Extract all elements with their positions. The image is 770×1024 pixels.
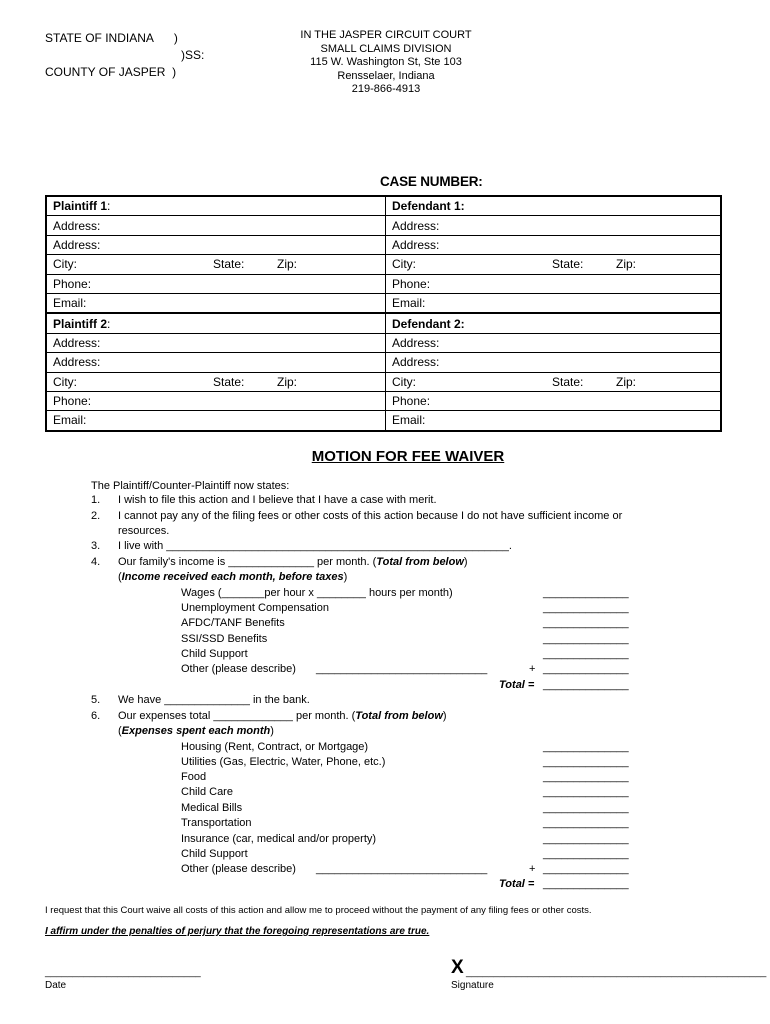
plaintiff-2-label: Plaintiff 2 xyxy=(53,316,108,331)
party-row xyxy=(46,313,721,333)
expense-utilities-blank[interactable]: ______________ xyxy=(543,756,629,768)
colon: : xyxy=(107,316,111,331)
state-label: State: xyxy=(213,374,245,389)
city-label: City: xyxy=(392,374,416,389)
expense-housing-blank[interactable]: ______________ xyxy=(543,741,629,753)
expense-housing: Housing (Rent, Contract, or Mortgage) xyxy=(181,741,369,753)
county-label: COUNTY OF JASPER xyxy=(45,65,166,79)
date-label: Date xyxy=(45,980,67,991)
income-afdc-blank[interactable]: ______________ xyxy=(543,617,629,629)
income-total-label: Total = xyxy=(499,679,535,691)
plaintiff-2-address-1[interactable]: Address: xyxy=(46,333,386,352)
plaintiff-2-field[interactable] xyxy=(46,313,386,333)
expense-other: Other (please describe) xyxy=(181,863,296,875)
expense-child-support: Child Support xyxy=(181,848,248,860)
state-paren: ) xyxy=(173,31,178,45)
perjury-affirmation: I affirm under the penalties of perjury that the foregoing representations are true. xyxy=(45,926,430,937)
paren-open: ( xyxy=(118,571,122,583)
motion-title: MOTION FOR FEE WAIVER xyxy=(311,448,505,465)
income-total-blank[interactable]: ______________ xyxy=(543,679,629,691)
income-child-support-blank[interactable]: ______________ xyxy=(543,648,629,660)
plaintiff-2-phone[interactable]: Phone: xyxy=(46,391,386,410)
party-row xyxy=(46,372,721,391)
expense-food-blank[interactable]: ______________ xyxy=(543,771,629,783)
income-ssi: SSI/SSD Benefits xyxy=(181,633,268,645)
case-number-label: CASE NUMBER: xyxy=(380,174,483,189)
expense-child-care-blank[interactable]: ______________ xyxy=(543,786,629,798)
income-heading-text: Income received each month, before taxes xyxy=(121,571,344,583)
zip-label: Zip: xyxy=(616,374,637,389)
expenses-heading-text: Expenses spent each month xyxy=(121,725,271,737)
expense-other-blank[interactable]: ______________ xyxy=(543,863,629,875)
defendant-2-address-2[interactable]: Address: xyxy=(386,353,722,372)
paren-close: ) xyxy=(463,556,468,568)
ss-label: )SS: xyxy=(181,48,205,62)
court-division: SMALL CLAIMS DIVISION xyxy=(320,42,452,55)
plaintiff-2-email[interactable]: Email: xyxy=(46,411,386,431)
item-number: 6. xyxy=(91,710,101,722)
fee-waiver-request: I request that this Court waive all costs of this action and allow me to proceed without the payment of any filing fees or other costs. xyxy=(45,905,592,916)
party-row xyxy=(46,274,721,293)
income-unemployment-blank[interactable]: ______________ xyxy=(543,602,629,614)
defendant-2-city-state-zip[interactable] xyxy=(386,372,722,391)
income-afdc: AFDC/TANF Benefits xyxy=(181,617,285,629)
parties-table xyxy=(45,195,722,432)
paren-close: ) xyxy=(270,725,274,737)
item-number: 1. xyxy=(91,494,101,506)
defendant-1-phone[interactable]: Phone: xyxy=(386,274,722,293)
court-name: IN THE JASPER CIRCUIT COURT xyxy=(300,29,472,41)
paren-close: ) xyxy=(442,710,447,722)
party-row xyxy=(46,411,721,431)
signature-field[interactable]: ______________________________________________________ xyxy=(466,967,767,978)
plaintiff-2-city-state-zip[interactable] xyxy=(46,372,386,391)
signature-x-mark: X xyxy=(451,957,464,978)
defendant-1-field[interactable] xyxy=(386,196,722,216)
item-number: 4. xyxy=(91,556,101,568)
expense-total-blank[interactable]: ______________ xyxy=(543,878,629,890)
expense-transportation-blank[interactable]: ______________ xyxy=(543,817,629,829)
defendant-1-label: Defendant 1: xyxy=(392,199,465,214)
plaintiff-2-address-2[interactable]: Address: xyxy=(46,353,386,372)
item-3-text[interactable]: I live with ________________________________________________________. xyxy=(118,540,512,552)
colon: : xyxy=(107,199,111,214)
state-label: State: xyxy=(552,257,584,272)
plus-sign: + xyxy=(529,863,536,875)
court-caption xyxy=(240,29,532,97)
expense-other-describe[interactable]: ____________________________ xyxy=(316,863,488,875)
plus-sign: + xyxy=(529,663,536,675)
plaintiff-1-email[interactable]: Email: xyxy=(46,293,386,313)
party-row xyxy=(46,216,721,235)
zip-label: Zip: xyxy=(277,374,298,389)
item-6-text[interactable] xyxy=(118,709,447,725)
item-number: 5. xyxy=(91,694,101,706)
party-row xyxy=(46,255,721,274)
date-field[interactable]: ____________________________ xyxy=(45,967,201,978)
expense-child-support-blank[interactable]: ______________ xyxy=(543,848,629,860)
income-ssi-blank[interactable]: ______________ xyxy=(543,633,629,645)
expense-child-care: Child Care xyxy=(181,786,233,798)
party-row xyxy=(46,333,721,352)
item-6-lead: Our expenses total _____________ per month. ( xyxy=(118,710,356,722)
court-address: 115 W. Washington St, Ste 103 xyxy=(310,56,462,68)
zip-label: Zip: xyxy=(277,257,298,272)
defendant-2-field[interactable] xyxy=(386,313,722,333)
party-row xyxy=(46,196,721,216)
item-number: 3. xyxy=(91,540,101,552)
item-4-text[interactable] xyxy=(118,555,468,571)
expense-transportation: Transportation xyxy=(181,817,252,829)
expense-medical-blank[interactable]: ______________ xyxy=(543,802,629,814)
total-from-below: Total from below xyxy=(355,710,443,722)
defendant-1-city-state-zip[interactable] xyxy=(386,255,722,274)
income-wages: Wages (_______per hour x ________ hours per month) xyxy=(181,587,453,599)
court-city: Rensselaer, Indiana xyxy=(337,69,435,82)
defendant-1-address-2[interactable]: Address: xyxy=(386,235,722,254)
total-from-below: Total from below xyxy=(376,556,464,568)
city-label: City: xyxy=(53,374,77,389)
defendant-2-phone[interactable]: Phone: xyxy=(386,391,722,410)
income-wages-blank[interactable]: ______________ xyxy=(543,587,629,599)
expense-insurance: Insurance (car, medical and/or property) xyxy=(181,833,377,845)
expense-medical: Medical Bills xyxy=(181,802,243,814)
party-row xyxy=(46,293,721,313)
plaintiff-1-address-2[interactable]: Address: xyxy=(46,235,386,254)
income-other-describe[interactable]: ____________________________ xyxy=(316,663,488,675)
defendant-2-email[interactable]: Email: xyxy=(386,411,722,431)
party-row xyxy=(46,391,721,410)
income-child-support: Child Support xyxy=(181,648,248,660)
state-label: STATE OF INDIANA xyxy=(45,31,154,45)
plaintiff-1-field[interactable] xyxy=(46,196,386,216)
item-1-text: I wish to file this action and I believe that I have a case with merit. xyxy=(118,494,437,506)
item-4-lead: Our family's income is ______________ per month. ( xyxy=(118,556,377,568)
plaintiff-1-label: Plaintiff 1 xyxy=(53,199,108,214)
income-other-blank[interactable]: ______________ xyxy=(543,663,629,675)
county-paren: ) xyxy=(172,65,177,79)
state-label: State: xyxy=(213,257,245,272)
expense-utilities: Utilities (Gas, Electric, Water, Phone, etc.) xyxy=(181,756,386,768)
plaintiff-1-address-1[interactable]: Address: xyxy=(46,216,386,235)
state-label: State: xyxy=(552,374,584,389)
paren-close: ) xyxy=(343,571,348,583)
expense-total-label: Total = xyxy=(499,878,535,890)
party-row xyxy=(46,235,721,254)
intro-text: The Plaintiff/Counter-Plaintiff now states: xyxy=(91,480,290,492)
income-unemployment: Unemployment Compensation xyxy=(181,602,329,614)
court-phone: 219-866-4913 xyxy=(351,83,421,95)
venue-caption xyxy=(45,30,204,81)
item-number: 2. xyxy=(91,510,101,522)
party-row xyxy=(46,353,721,372)
item-2-text: I cannot pay any of the filing fees or other costs of this action because I do not have sufficient income or xyxy=(118,510,623,522)
expense-insurance-blank[interactable]: ______________ xyxy=(543,833,629,845)
city-label: City: xyxy=(392,257,416,272)
expenses-heading xyxy=(118,724,274,740)
zip-label: Zip: xyxy=(616,257,637,272)
defendant-2-address-1[interactable]: Address: xyxy=(386,333,722,352)
income-other: Other (please describe) xyxy=(181,663,296,675)
item-5-text[interactable]: We have ______________ in the bank. xyxy=(118,694,310,706)
plaintiff-1-city-state-zip[interactable] xyxy=(46,255,386,274)
income-heading xyxy=(118,570,347,586)
defendant-1-address-1[interactable]: Address: xyxy=(386,216,722,235)
signature-label: Signature xyxy=(451,980,494,991)
item-2-text-cont: resources. xyxy=(118,525,170,537)
defendant-2-label: Defendant 2: xyxy=(392,316,465,331)
paren-open: ( xyxy=(118,725,122,737)
plaintiff-1-phone[interactable]: Phone: xyxy=(46,274,386,293)
city-label: City: xyxy=(53,257,77,272)
expense-food: Food xyxy=(181,771,207,783)
defendant-1-email[interactable]: Email: xyxy=(386,293,722,313)
